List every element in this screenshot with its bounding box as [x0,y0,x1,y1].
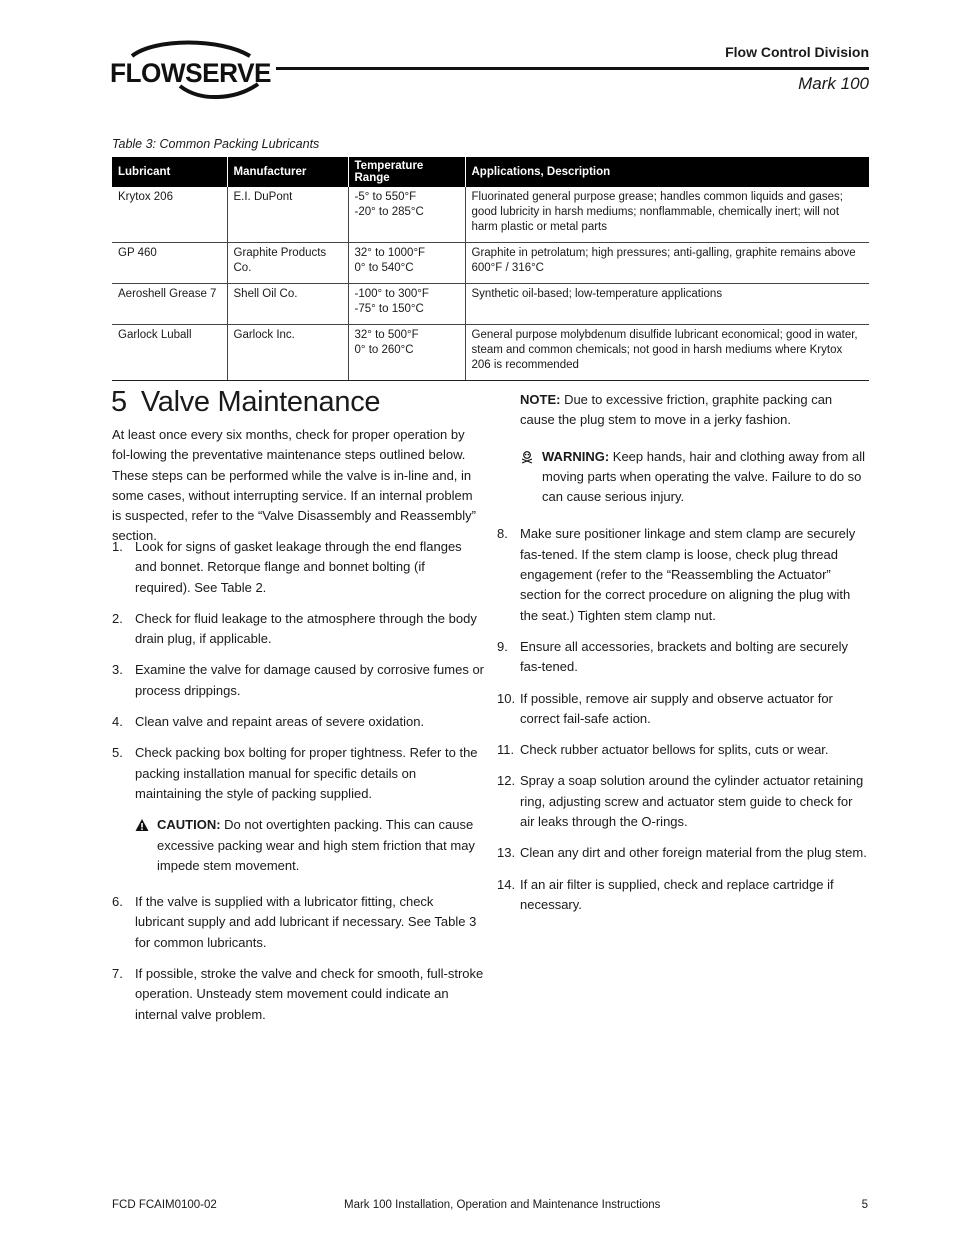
table-row [112,187,869,243]
step-number: 3. [112,662,123,678]
step-number: 10. [497,690,516,706]
temperature-cell: -100° to 300°F -75° to 150°C [348,284,465,325]
table-header-row [112,157,869,187]
footer-doc-code: FCD FCAIM0100-02 [112,1199,217,1211]
list-item [112,964,484,1025]
step-text: Spray a soap solution around the cylinder actuator retaining ring, adjusting screw and actuator stem guide to check for air leaks through the O-rings. [520,773,864,830]
table-row [112,325,869,381]
table-caption: Table 3: Common Packing Lubricants [112,137,320,151]
step-text: Clean valve and repaint areas of severe oxidation. [135,714,425,730]
warning-callout [520,447,870,508]
step-text: If possible, stroke the valve and check for smooth, full-stroke operation. Unsteady stem movement could indicate an internal valve problem. [135,966,484,1022]
step-number: 4. [112,714,123,730]
step-text: If an air filter is supplied, check and replace cartridge if necessary. [520,876,834,912]
step-text: Look for signs of gasket leakage through the end flanges and bonnet. Retorque flange and bonnet bolting (if required). See Table 2. [135,539,462,595]
lubricants-table [112,157,869,381]
list-item [112,537,484,598]
manufacturer-cell: E.I. DuPont [227,187,348,243]
step-text: Check packing box bolting for proper tightness. Refer to the packing installation manual for specific details on maintaining the style of packing supplied. [135,745,478,801]
step-text: Check for fluid leakage to the atmosphere through the body drain plug, if applicable. [135,610,477,647]
temperature-cell: 32° to 500°F 0° to 260°C [348,325,465,381]
note-text: Due to excessive friction, graphite packing can cause the plug stem to move in a jerky fashion. [520,392,833,428]
step-text: Examine the valve for damage caused by corrosive fumes or process drippings. [135,662,485,698]
division-name: Flow Control Division [725,44,869,60]
step-number: 6. [112,894,123,910]
list-item [497,689,870,730]
step-number: 2. [112,610,123,626]
caution-text: Do not overtighten packing. This can cause excessive packing wear and high stem friction that may impede stem movement. [157,817,475,873]
step-number: 9. [497,638,508,654]
section-number: 5 [111,386,127,418]
list-item [497,843,870,863]
manufacturer-cell: Garlock Inc. [227,325,348,381]
skull-crossbones-icon [520,450,534,464]
step-number: 1. [112,539,123,554]
step-number: 7. [112,966,123,982]
footer-doc-title: Mark 100 Installation, Operation and Maintenance Instructions [344,1199,661,1211]
section-title: Valve Maintenance [140,386,381,418]
step-text: Make sure positioner linkage and stem clamp are securely fas-tened. If the stem clamp is loose, check plug thread engagement (refer to the “Reassembling the Actuator” section for the correct procedure on aligning the plug with the seat.) Tighten stem clamp nut. [520,526,856,623]
right-column [497,390,870,926]
table-row [112,284,869,325]
caution-callout-wrapper [112,815,484,876]
list-item [497,637,870,678]
lubricant-cell: GP 460 [112,243,227,284]
product-name: Mark 100 [798,74,869,93]
flowserve-logo [110,40,270,100]
step-text: Clean any dirt and other foreign material from the plug stem. [520,845,867,861]
lubricant-cell: Krytox 206 [112,187,227,243]
list-item [112,892,484,953]
list-item [497,524,870,625]
step-text: If the valve is supplied with a lubricator fitting, check lubricant supply and add lubricant if necessary. See Table 3 for common lubricants. [135,894,477,950]
description-cell: Fluorinated general purpose grease; handles common liquids and gases; good lubricity in harsh mediums; nonflammable, chemically inert; will not harm plastic or metal parts [465,187,869,243]
step-text: Ensure all accessories, brackets and bolting are securely fas-tened. [520,638,849,675]
lubricant-cell: Aeroshell Grease 7 [112,284,227,325]
list-item [497,771,870,832]
note-callout [520,390,870,431]
step-text: If possible, remove air supply and observe actuator for correct fail-safe action. [520,690,833,726]
description-cell: Graphite in petrolatum; high pressures; anti-galling, graphite remains above 600°F / 316°C [465,243,869,284]
logo-wordmark: FLOWSERVE [110,58,272,88]
step-number: 11. [497,742,515,758]
list-item [497,740,870,760]
header-rule [276,67,869,70]
lubricant-cell: Garlock Luball [112,325,227,381]
intro-paragraph: At least once every six months, check for proper operation by fol-lowing the preventative maintenance steps outlined below. These steps can be performed while the valve is in-line and, in some cases, without interrupting service. If an internal problem is suspected, refer to the “Valve Disassembly and Reassembly” section. [112,427,476,544]
step-number: 8. [497,526,508,542]
description-cell: General purpose molybdenum disulfide lubricant economical; good in water, steam and common chemicals; not good in harsh mediums where Krytox 206 is recommended [465,325,869,381]
manufacturer-cell: Graphite Products Co. [227,243,348,284]
step-text: Check rubber actuator bellows for splits, cuts or wear. [520,742,829,758]
list-item [112,712,484,732]
step-number: 5. [112,745,123,761]
temperature-cell: 32° to 1000°F 0° to 540°C [348,243,465,284]
column-header: Lubricant [112,157,227,187]
caution-label: CAUTION: [157,817,221,833]
column-header: Applications, Description [465,157,869,187]
column-header: Manufacturer [227,157,348,187]
maintenance-steps-right [497,524,870,915]
table-row [112,243,869,284]
list-item [497,875,870,916]
step-number: 12. [497,773,516,789]
column-header: Temperature Range [348,157,465,187]
page-number: 5 [861,1199,868,1211]
section-heading [111,386,380,419]
step-number: 14. [497,876,516,892]
list-item [112,743,484,804]
list-item [112,660,484,701]
temperature-cell: -5° to 550°F -20° to 285°C [348,187,465,243]
list-item [112,609,484,650]
warning-label: WARNING: [542,448,610,464]
step-number: 13. [497,845,516,861]
caution-triangle-icon [135,818,149,832]
warning-text: Keep hands, hair and clothing away from all moving parts when operating the valve. Failure to do so can cause serious injury. [542,448,865,505]
manufacturer-cell: Shell Oil Co. [227,284,348,325]
maintenance-steps-left [112,537,484,1036]
note-label: NOTE: [520,392,561,407]
description-cell: Synthetic oil-based; low-temperature applications [465,284,869,325]
caution-callout [135,815,484,876]
